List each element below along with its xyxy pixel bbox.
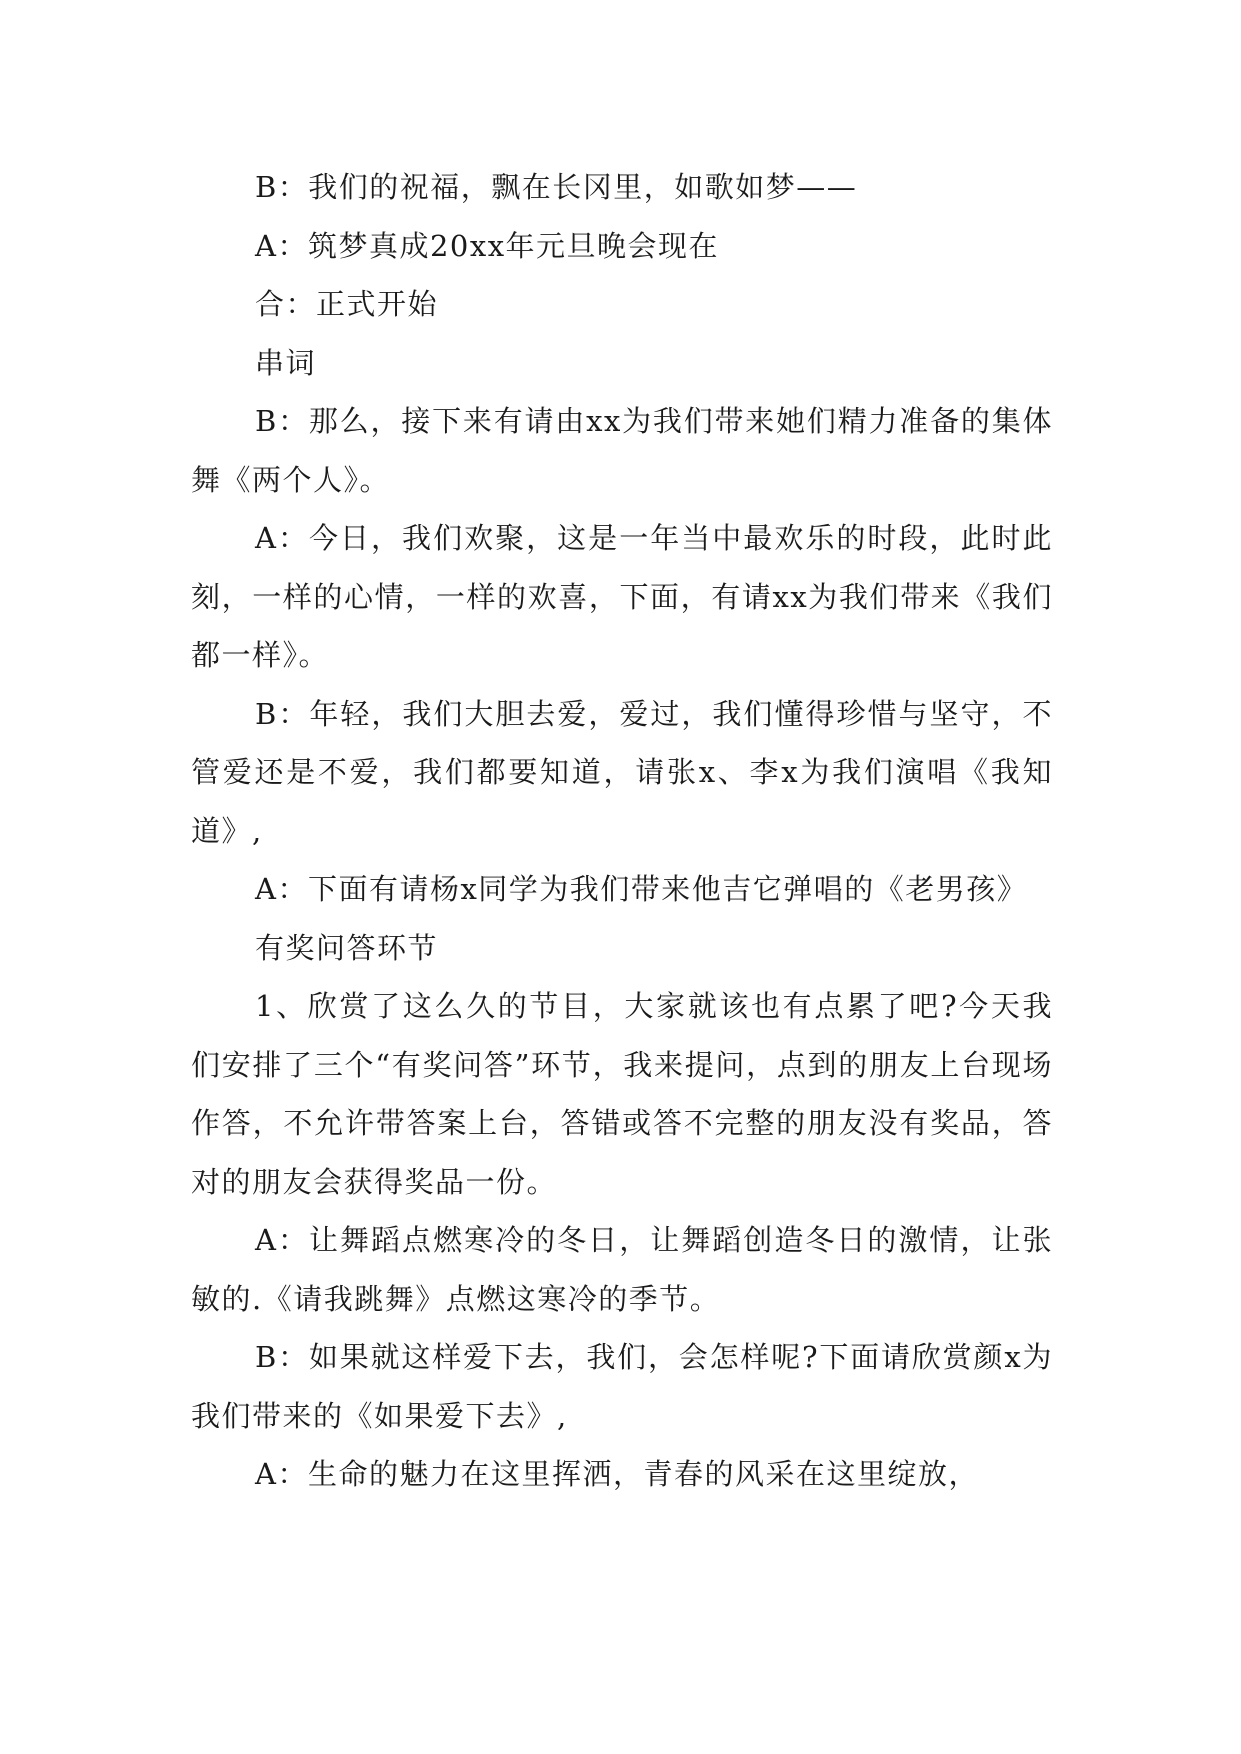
paragraph: A：让舞蹈点燃寒冷的冬日，让舞蹈创造冬日的激情，让张敏的.《请我跳舞》点燃这寒冷的季节。 [191,1223,1053,1316]
paragraph: B：年轻，我们大胆去爱，爱过，我们懂得珍惜与坚守，不管爱还是不爱，我们都要知道，请张x、李x为我们演唱《我知道》, [191,696,1053,848]
paragraph: A：筑梦真成20xx年元旦晚会现在 [255,228,720,263]
paragraph: B：那么，接下来有请由xx为我们带来她们精力准备的集体舞《两个人》。 [191,404,1053,497]
paragraph: A：下面有请杨x同学为我们带来他吉它弹唱的《老男孩》 [255,872,1028,906]
paragraph: A：生命的魅力在这里挥洒，青春的风采在这里绽放， [255,1457,979,1491]
paragraph: B：我们的祝福，飘在长冈里，如歌如梦—— [255,170,858,204]
paragraph: 合：正式开始 [255,287,439,321]
document-body [191,158,1053,1504]
section-heading: 串词 [255,345,317,380]
paragraph: B：如果就这样爱下去，我们，会怎样呢?下面请欣赏颜x为我们带来的《如果爱下去》, [191,1340,1053,1433]
paragraph: A：今日，我们欢聚，这是一年当中最欢乐的时段，此时此刻，一样的心情，一样的欢喜，下面，有请xx为我们带来《我们都一样》。 [191,521,1053,672]
section-heading: 有奖问答环节 [255,930,439,965]
paragraph: 1、欣赏了这么久的节目，大家就该也有点累了吧?今天我们安排了三个“有奖问答”环节，我来提问，点到的朋友上台现场作答，不允许带答案上台，答错或答不完整的朋友没有奖品，答对的朋友会获得奖品一份。 [191,989,1053,1199]
